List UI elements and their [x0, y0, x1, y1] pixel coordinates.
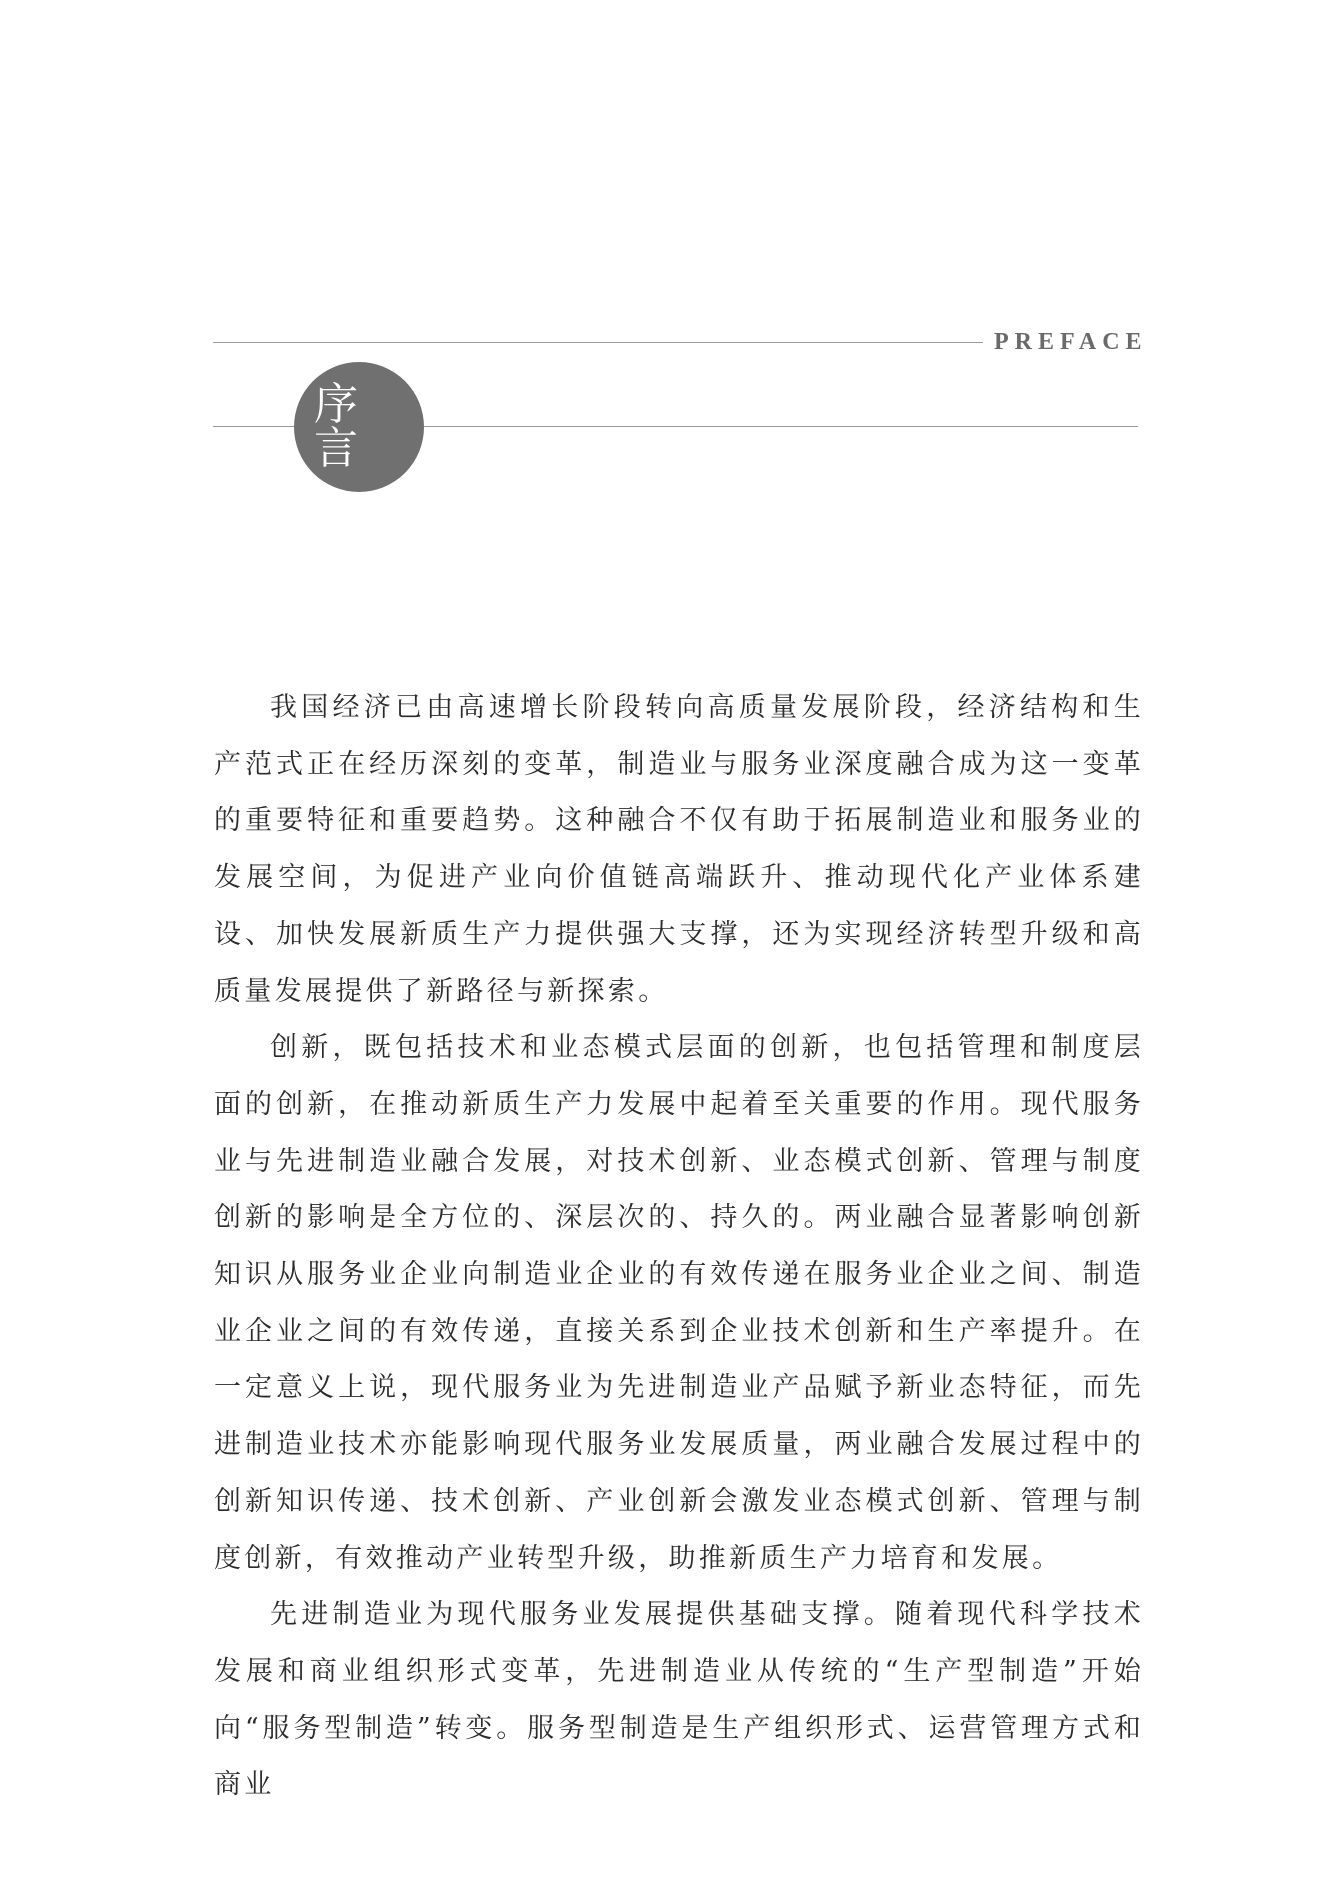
paragraph: 先进制造业为现代服务业发展提供基础支撑。随着现代科学技术发展和商业组织形式变革，先进制造业从传统的“生产型制造”开始向“服务型制造”转变。服务型制造是生产组织形式、运营管理方式和商业: [214, 1599, 1144, 1801]
header-rule-top: [213, 342, 983, 343]
preface-label: PREFACE: [994, 329, 1148, 355]
body-text: [214, 680, 1144, 1814]
page-title: 序 言: [314, 379, 378, 474]
paragraph: 我国经济已由高速增长阶段转向高质量发展阶段，经济结构和生产范式正在经历深刻的变革，制造业与服务业深度融合成为这一变革的重要特征和重要趋势。这种融合不仅有助于拓展制造业和服务业的发展空间，为促进产业向价值链高端跃升、推动现代化产业体系建设、加快发展新质生产力提供强大支撑，还为实现经济转型升级和高质量发展提供了新路径与新探索。: [214, 692, 1144, 1007]
paragraph: 创新，既包括技术和业态模式层面的创新，也包括管理和制度层面的创新，在推动新质生产力发展中起着至关重要的作用。现代服务业与先进制造业融合发展，对技术创新、业态模式创新、管理与制度创新的影响是全方位的、深层次的、持久的。两业融合显著影响创新知识从服务业企业向制造业企业的有效传递在服务业企业之间、制造业企业之间的有效传递，直接关系到企业技术创新和生产率提升。在一定意义上说，现代服务业为先进制造业产品赋予新业态特征，而先进制造业技术亦能影响现代服务业发展质量，两业融合发展过程中的创新知识传递、技术创新、产业创新会激发业态模式创新、管理与制度创新，有效推动产业转型升级，助推新质生产力培育和发展。: [214, 1032, 1144, 1574]
title-disc: [294, 362, 424, 492]
